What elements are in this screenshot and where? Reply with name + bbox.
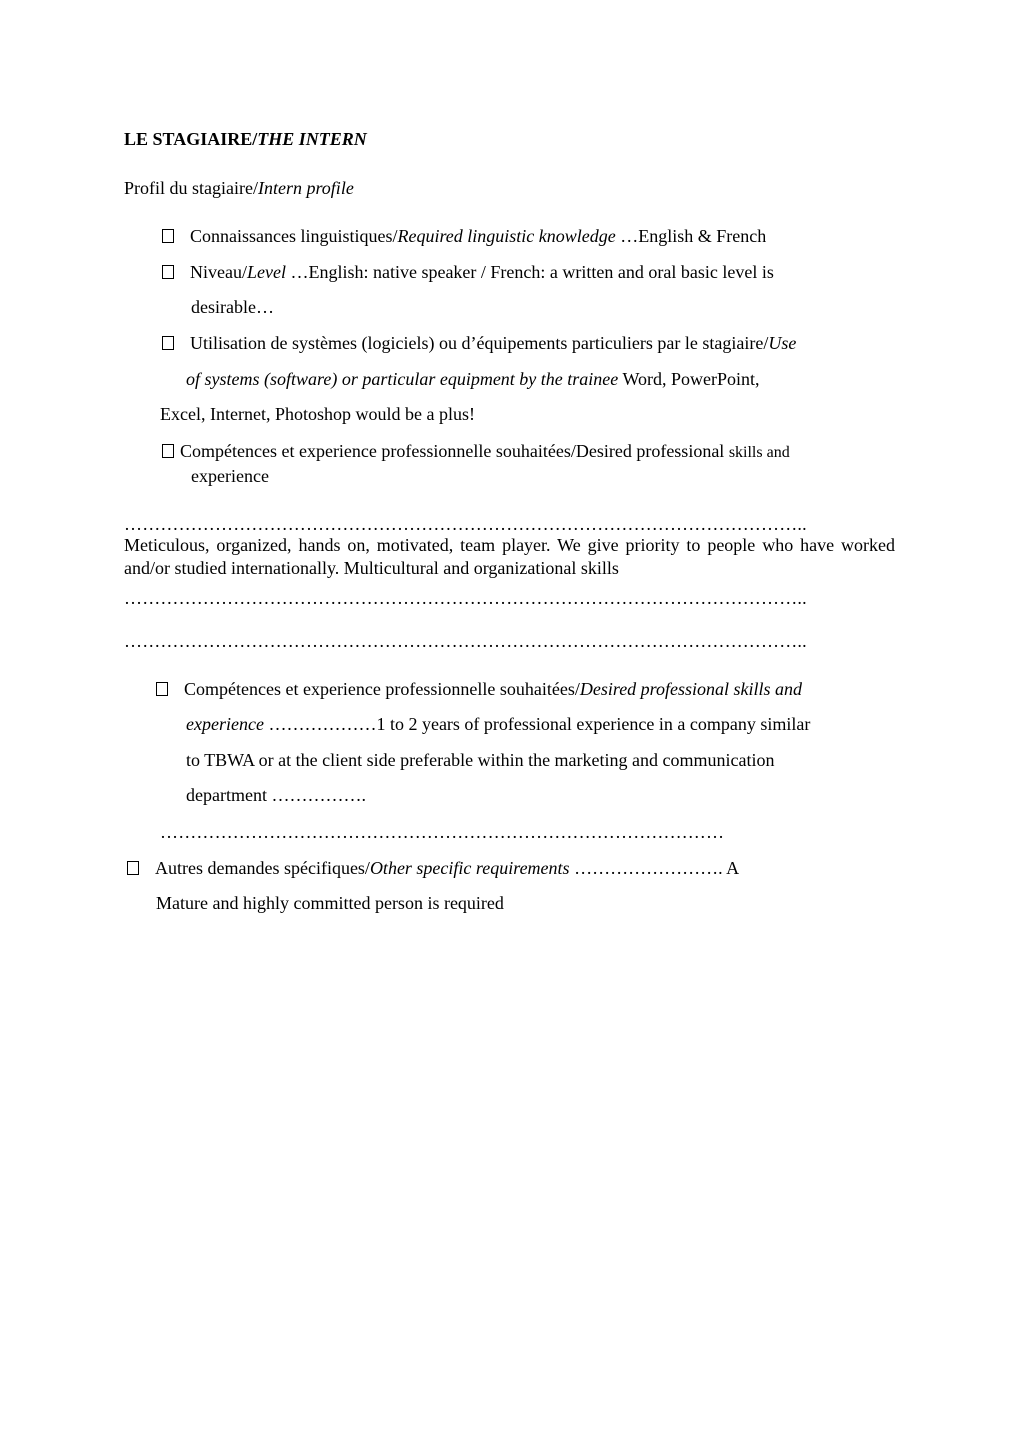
heading-en: THE INTERN [257,129,367,149]
skills1-fr: Compétences et experience professionnelle souhaitées/Desired professional [180,441,729,461]
dotted-line: ………………………………………………………………………………………………….. [124,514,807,534]
skills2-value: ………………1 to 2 years of professional experience in a company similar [263,714,811,734]
skills2-line2 [186,713,810,735]
skills2-line3: to TBWA or at the client side preferable within the marketing and communication [186,750,775,770]
profile-fr: Profil du stagiaire/ [124,178,258,198]
level-en: Level [246,262,286,282]
level-line2: desirable… [191,297,274,317]
checkbox-icon [162,336,174,350]
dotted-line: ………………………………………………………………………………………………….. [124,588,807,608]
skills1-line2: experience [191,466,269,486]
list-item-languages [162,225,766,247]
profile-subheading [124,177,354,199]
skills2-line4: department ……………. [186,785,366,805]
other-en: Other specific requirements [369,858,570,878]
dotted-line: ………………………………………………………………………………………………….. [124,631,807,651]
skills2-fr: Compétences et experience professionnelle souhaitées/ [184,679,580,699]
checkbox-icon [162,444,174,458]
list-item-skills-2 [156,678,802,700]
dotted-line: ………………………………………………………………………………… [160,822,725,842]
languages-value: …English & French [615,226,767,246]
checkbox-icon [127,861,139,875]
level-line1: …English: native speaker / French: a written and oral basic level is [285,262,774,282]
heading-fr: LE STAGIAIRE/ [124,129,258,149]
skills2-en-a: Desired professional skills and [579,679,803,699]
systems-value2: Excel, Internet, Photoshop would be a plus! [160,404,475,424]
systems-en-b: of systems (software) or particular equipment by the trainee [186,369,619,389]
skills2-en-b: experience [186,714,264,734]
languages-fr: Connaissances linguistiques/ [190,226,398,246]
list-item-skills-1 [162,440,790,464]
systems-line2 [186,368,760,390]
section-heading [124,128,367,150]
list-item-other [127,857,739,879]
level-fr: Niveau/ [190,262,247,282]
systems-fr: Utilisation de systèmes (logiciels) ou d’équipements particuliers par le stagiaire/ [190,333,769,353]
requirements-paragraph: Meticulous, organized, hands on, motivated, team player. We give priority to people who have worked and/or studied internationally. Multicultural and organizational skills [124,535,895,578]
checkbox-icon [162,265,174,279]
other-value: ……………………. A [569,858,740,878]
languages-en: Required linguistic knowledge [397,226,616,246]
systems-value1: Word, PowerPoint, [618,369,760,389]
list-item-systems [162,332,796,354]
checkbox-icon [162,229,174,243]
skills1-small: skills and [728,444,790,461]
profile-en: Intern profile [257,178,354,198]
checkbox-icon [156,682,168,696]
other-fr: Autres demandes spécifiques/ [155,858,370,878]
list-item-level [162,261,774,283]
systems-en-a: Use [768,333,797,353]
other-line2: Mature and highly committed person is required [156,893,504,913]
